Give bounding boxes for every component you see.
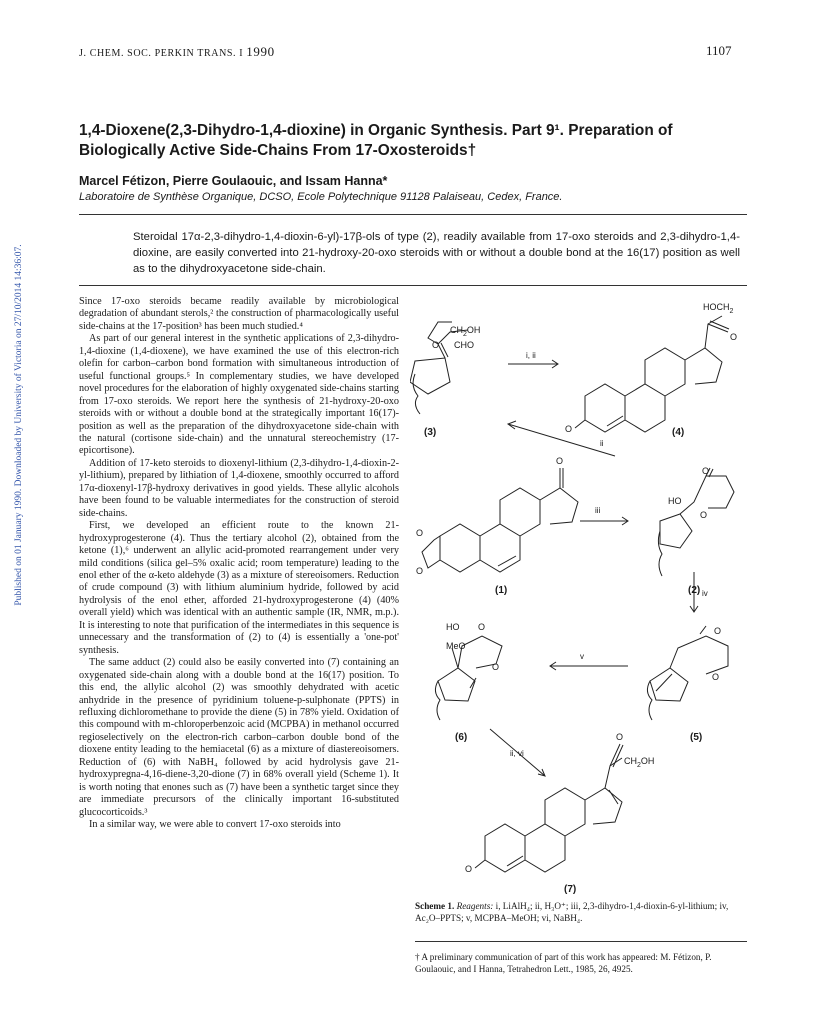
footnote: † A preliminary communication of part of this work has appeared: M. Fétizon, P. Goulaouic, and I Hanna, Tetrahedron Lett., 1985, 26, 4925. — [415, 952, 712, 974]
step-label-iv: iv — [702, 589, 708, 598]
caption-reagents-label: Reagents: — [456, 901, 494, 911]
atom-o-5-bottom: O — [712, 672, 720, 682]
compound-4-label: (4) — [672, 427, 685, 438]
compound-3-label: (3) — [424, 427, 437, 438]
step-label-v: v — [580, 652, 584, 661]
atom-o-5-top: O — [714, 626, 722, 636]
journal-year: 1990 — [246, 44, 275, 59]
atom-o-2-top: O — [702, 466, 710, 476]
affiliation: Laboratoire de Synthèse Organique, DCSO, Ecole Polytechnique 91128 Palaiseau, Cedex, France. — [79, 191, 563, 203]
article-title: 1,4-Dioxene(2,3-Dihydro-1,4-dioxine) in Organic Synthesis. Part 9¹. Preparation of Biologically Active Side-Chains From 17-Oxosteroids† — [79, 122, 673, 159]
compound-2-label: (2) — [688, 585, 701, 596]
paragraph: Addition of 17-keto steroids to dioxenyl-lithium (2,3-dihydro-1,4-dioxin-2-yl-lithium), prepared by lithiation of 1,4-dioxene, smoothly occurred to afford 17α-dioxenyl-17β-hydroxy derivatives in good yields. These allylic alcohols have been found to be valuable intermediates for the construction of steroid side-chains. — [79, 457, 399, 519]
running-header — [79, 44, 275, 60]
caption-text: i, LiAlH₄; ii, H₃O⁺; iii, 2,3-dihydro-1,4-dioxin-6-yl-lithium; iv, Ac₂O–PPTS; v, MCPBA–MeOH; vi, NaBH₄. — [415, 901, 729, 923]
paragraph: First, we developed an efficient route to the known 21-hydroxyprogesterone (4). Thus the tertiary alcohol (2), obtained from the ketone (1),⁶ underwent an allylic acid-promoted rearrangement under very mild conditions (silica gel–5% oxalic acid; room temperature) leading to the enol ether of the α-keto aldehyde (3) as a mixture of stereoisomers. Reduction of crude compound (3) with lithium aluminium hydride, followed by acid hydrolysis of the enol ether, afforded 21-hydroxyprogesterone (4) (40% overall yield) which was identical with an authentic sample (IR, NMR, m.p.). It is interesting to note that purification of the intermediates in this sequence is unnecessary and the transformation of (2) to (4) is essentially a 'one-pot' synthesis. — [79, 520, 399, 656]
atom-ch2oh: $CH_2OH$ — [450, 325, 481, 338]
compound-1-structure — [422, 468, 578, 572]
compound-1-label: (1) — [495, 585, 508, 596]
atom-ho-2: HO — [668, 496, 682, 506]
compound-7-label: (7) — [564, 884, 577, 895]
atom-o-6-top: O — [478, 622, 486, 632]
compound-6-label: (6) — [455, 732, 468, 743]
paragraph: Since 17-oxo steroids became readily available by microbiological degradation of abundant sterols,² the construction of pharmacologically useful side-chains at the 17-position³ has been much studied.⁴ — [79, 296, 399, 332]
arrow-i-ii — [508, 360, 558, 368]
atom-ch2oh-7: $CH_2OH$ — [624, 756, 655, 769]
arrow-iii — [580, 517, 628, 525]
paragraph: As part of our general interest in the synthetic applications of 2,3-dihydro-1,4-dioxine (1,4-dioxene), we have examined the use of this electron-rich olefin for carbon–carbon bond formation with simultaneous introduction of useful functional groups.⁵ In complementary studies, we have developed novel procedures for the elaboration of highly oxygenated side-chains starting from 17-oxo steroids. We report here the synthesis of 21-hydroxy-20-oxo steroids with or without a double bond at the strategically important 16(17)-position as well as the preparation of the dihydroxyacetone side-chain with the natural (cortisone side-chain) and the unnatural stereochemistry (17-epicortisone). — [79, 333, 399, 457]
atom-o-7-enone: O — [465, 864, 473, 874]
compound-7-structure — [475, 744, 623, 872]
paragraph: In a similar way, we were able to convert 17-oxo steroids into — [89, 819, 341, 831]
step-label-ii: ii — [600, 439, 604, 448]
atom-o-1-ketal-top: O — [416, 528, 424, 538]
atom-o-2-bottom: O — [700, 510, 708, 520]
step-label-ii-vi: ii, vi — [510, 749, 524, 758]
compound-3-structure — [410, 322, 468, 414]
abstract: Steroidal 17α-2,3-dihydro-1,4-dioxin-6-yl)-17β-ols of type (2), readily available from 17-oxo steroids and 2,3-dihydro-1,4-dioxine, are easily converted into 21-hydroxy-20-oxo steroids with or without a double bond at the 16(17) position as well as to the dihydroxyacetone side-chain. — [133, 231, 740, 275]
scheme-caption — [415, 901, 747, 924]
atom-o-4-ketone: O — [730, 332, 738, 342]
step-label-iii: iii — [595, 506, 601, 515]
atom-hoch2: $HOCH_2$ — [703, 302, 734, 315]
atom-meo-6: MeO — [446, 641, 466, 651]
atom-o-1-ketal-bottom: O — [416, 566, 424, 576]
arrow-v — [550, 662, 628, 670]
reaction-scheme — [410, 296, 750, 896]
footnote-divider — [415, 941, 747, 942]
atom-o-7-ketone: O — [616, 732, 624, 742]
paragraph: The same adduct (2) could also be easily converted into (7) containing an oxygenated side-chain along with a double bond at the 16(17) position. To this end, the allylic alcohol (2) was smoothly dehydrated with acetic anhydride in the presence of pyridinium toluene-p-sulphonate (PPTS) in refluxing dichloromethane to provide the diene (5) in 78% yield. Oxidation of this compound with m-chloroperbenzoic acid (MCPBA) in methanol occurred regioselectively on the electron-rich carbon–carbon double bond of the dioxene entity leading to the hemiacetal (6) as a mixture of diastereoisomers. Reduction of (6) with NaBH₄ followed by acid hydrolysis gave 21-hydroxypregna-4,16-diene-3,20-dione (7) in 68% overall yield (Scheme 1). It is worth noting that enones such as (7) have been a synthetic target since they are immediate precursors of the clinically important 16-substituted glucocorticoids.³ — [79, 657, 399, 818]
arrow-ii — [508, 421, 615, 456]
atom-o-6-bottom: O — [492, 662, 500, 672]
journal-name: J. CHEM. SOC. PERKIN TRANS. I — [79, 48, 244, 59]
download-notice — [2, 215, 24, 635]
page-number: 1107 — [706, 43, 732, 58]
atom-o-3: O — [432, 340, 440, 350]
compound-5-label: (5) — [690, 732, 703, 743]
body-text — [79, 296, 399, 831]
atom-ho-6: HO — [446, 622, 460, 632]
atom-cho: CHO — [454, 340, 474, 350]
top-divider — [79, 214, 747, 215]
caption-label: Scheme 1. — [415, 901, 455, 911]
compound-2-structure — [658, 468, 734, 576]
atom-o-4-enone: O — [565, 424, 573, 434]
atom-o-1-ketone: O — [556, 456, 564, 466]
abstract-divider — [79, 285, 747, 286]
step-label-i-ii: i, ii — [526, 351, 536, 360]
author-list: Marcel Fétizon, Pierre Goulaouic, and Issam Hanna* — [79, 174, 388, 188]
compound-4-structure — [575, 316, 729, 432]
download-notice-text: Published on 01 January 1990. Downloaded by University of Victoria on 27/10/2014 14:36:07. — [14, 244, 24, 606]
